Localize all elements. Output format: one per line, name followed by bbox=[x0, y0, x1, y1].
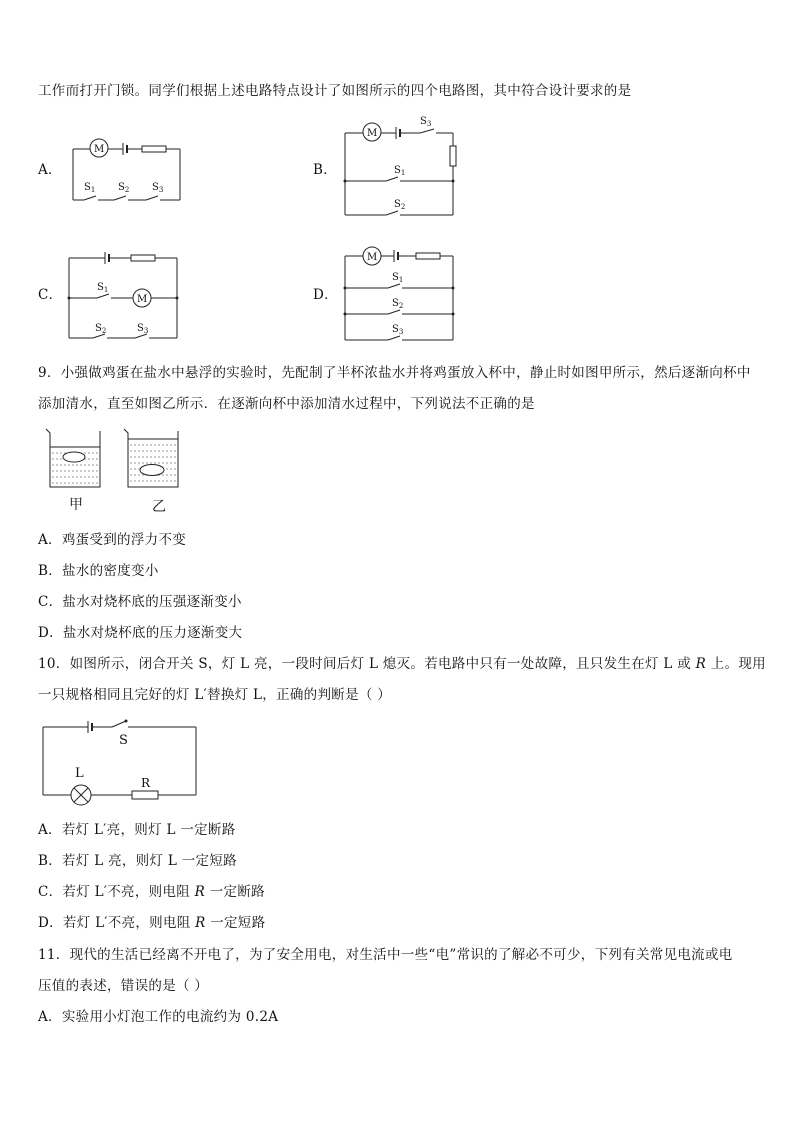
svg-text:S1: $S_1$ bbox=[394, 165, 406, 177]
q8-stem-tail: 工作而打开门锁。同学们根据上述电路特点设计了如图所示的四个电路图，其中符合设计要求的是 bbox=[38, 83, 632, 99]
switch-label: S bbox=[119, 733, 128, 748]
svg-text:S2: $S_2$ bbox=[95, 323, 107, 335]
q8-option-d-label: D． bbox=[313, 287, 338, 303]
q9-stem-line1: 9．小强做鸡蛋在盐水中悬浮的实验时，先配制了半杯浓盐水并将鸡蛋放入杯中，静止时如图甲所示，然后逐渐向杯中 bbox=[38, 365, 751, 381]
svg-text:M: M bbox=[367, 128, 378, 139]
svg-text:S1: $S_1$ bbox=[392, 272, 404, 284]
q9-option-d: D．盐水对烧杯底的压力逐渐变大 bbox=[38, 625, 243, 641]
svg-text:M: M bbox=[367, 252, 378, 263]
resistor-icon bbox=[142, 146, 166, 152]
resistor-icon bbox=[450, 146, 456, 166]
switch-s1-icon bbox=[97, 294, 109, 298]
q9-option-c: C．盐水对烧杯底的压强逐渐变小 bbox=[38, 594, 242, 610]
q10-stem-line1: 10．如图所示，闭合开关 S，灯 L 亮，一段时间后灯 L 熄灭。若电路中只有一处故障，且只发生在灯 L 或 R 上。现用 bbox=[38, 656, 766, 672]
q10-circuit bbox=[40, 716, 200, 810]
resistor-label: R bbox=[141, 776, 151, 790]
switch-s-icon bbox=[112, 721, 126, 727]
switch-s2-icon bbox=[114, 196, 126, 200]
q8-option-b-label: B． bbox=[313, 162, 338, 178]
svg-text:S2: $S_2$ bbox=[394, 199, 406, 211]
switch-s3-icon bbox=[388, 336, 400, 340]
beaker-yi-icon bbox=[124, 429, 178, 487]
egg-icon bbox=[140, 465, 164, 476]
q10-option-b: B．若灯 L 亮，则灯 L 一定短路 bbox=[38, 853, 237, 869]
q8-circuit-c bbox=[65, 250, 182, 342]
q9-beakers-figure bbox=[40, 425, 190, 517]
svg-text:S1: $S_1$ bbox=[97, 282, 109, 294]
q11-stem-line1: 11．现代的生活已经离不开电了，为了安全用电，对生活中一些“电”常识的了解必不可少，下列有关常见电流或电 bbox=[38, 947, 733, 963]
resistor-icon bbox=[416, 253, 440, 259]
svg-text:S2: $S_2$ bbox=[392, 298, 404, 310]
switch-s1-icon bbox=[386, 177, 398, 181]
switch-s1-icon bbox=[388, 284, 400, 288]
q9-option-b: B．盐水的密度变小 bbox=[38, 563, 159, 579]
resistor-icon bbox=[131, 255, 155, 261]
q8-circuit-b bbox=[340, 112, 460, 220]
switch-s1-icon bbox=[84, 196, 96, 200]
svg-text:M: M bbox=[137, 294, 148, 305]
q11-option-a: A．实验用小灯泡工作的电流约为 0.2A bbox=[38, 1009, 279, 1025]
q10-option-d: D．若灯 L′不亮，则电阻 R 一定短路 bbox=[38, 915, 266, 931]
q11-stem-line2: 压值的表述，错误的是（ ） bbox=[38, 978, 209, 994]
switch-s2-icon bbox=[386, 211, 398, 215]
svg-text:S1: $S_1$ bbox=[84, 182, 96, 194]
q8-circuit-a bbox=[70, 136, 185, 212]
lamp-label: L bbox=[75, 766, 84, 781]
q9-option-a: A．鸡蛋受到的浮力不变 bbox=[38, 532, 187, 548]
switch-s3-icon bbox=[420, 129, 434, 133]
q8-option-c-label: C． bbox=[38, 287, 63, 303]
q10-option-c: C．若灯 L′不亮，则电阻 R 一定断路 bbox=[38, 884, 265, 900]
egg-icon bbox=[63, 452, 85, 462]
fig-label-yi: 乙 bbox=[152, 499, 166, 515]
svg-text:S2: $S_2$ bbox=[118, 182, 130, 194]
q8-circuit-d bbox=[340, 245, 460, 343]
fig-label-jia: 甲 bbox=[69, 497, 83, 513]
svg-text:S3: $S_3$ bbox=[152, 182, 164, 194]
q10-option-a: A．若灯 L′亮，则灯 L 一定断路 bbox=[38, 822, 236, 838]
q8-option-a-label: A． bbox=[38, 162, 62, 178]
svg-text:S3: $S_3$ bbox=[392, 324, 404, 336]
switch-s2-icon bbox=[388, 310, 400, 314]
switch-s3-icon bbox=[146, 196, 158, 200]
motor-label: M bbox=[94, 144, 105, 155]
beaker-jia-icon bbox=[46, 429, 100, 487]
q10-stem-line2: 一只规格相同且完好的灯 L′替换灯 L，正确的判断是（ ） bbox=[38, 687, 392, 703]
q9-stem-line2: 添加清水，直至如图乙所示．在逐渐向杯中添加清水过程中，下列说法不正确的是 bbox=[38, 396, 535, 412]
svg-text:S3: $S_3$ bbox=[420, 116, 432, 128]
svg-text:S3: $S_3$ bbox=[137, 323, 149, 335]
resistor-icon bbox=[132, 791, 158, 799]
